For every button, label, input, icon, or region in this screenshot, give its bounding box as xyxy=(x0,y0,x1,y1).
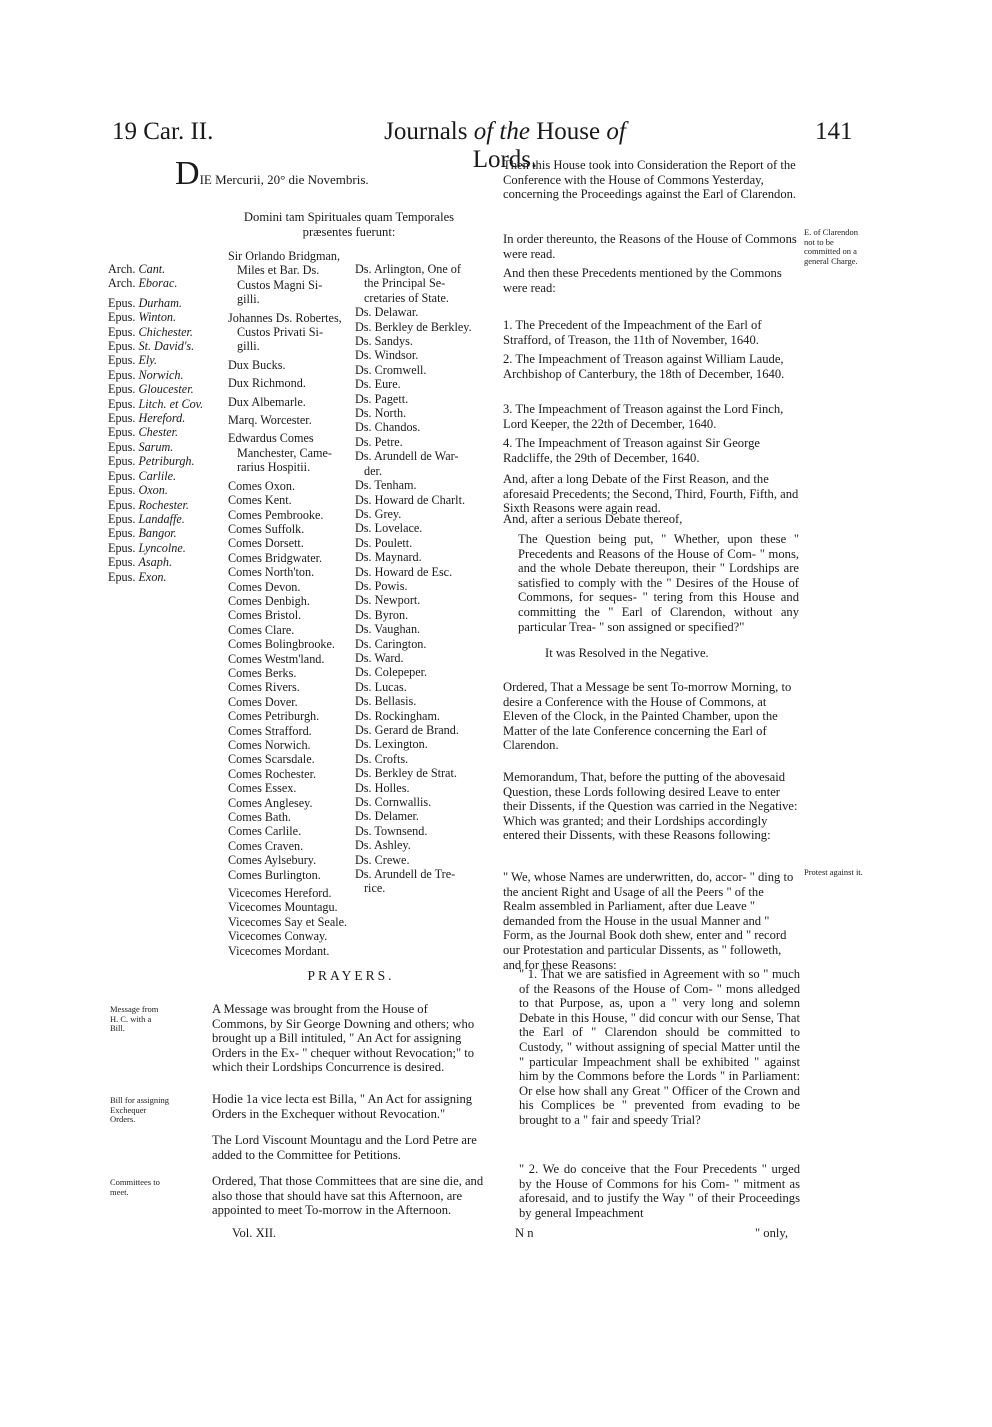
comes-entry: Comes Carlile. xyxy=(228,824,302,839)
committees-paragraph: Ordered, That those Committees that are sine die, and also those that should have sat this Afternoon, are appointed to meet To-morrow in the Afternoon. xyxy=(212,1174,484,1218)
comes-entry: Comes Dover. xyxy=(228,694,298,709)
margin-note-clarendon: E. of Clarendon not to be committed on a general Charge. xyxy=(804,227,859,266)
bishop-title: Epus. xyxy=(108,353,139,368)
bishop-entry xyxy=(108,498,203,512)
bishop-entry xyxy=(108,526,203,540)
bishop-see: Petriburgh. xyxy=(138,454,195,469)
bishop-entry xyxy=(108,425,203,439)
bishop-see: St. David's. xyxy=(138,339,195,354)
bishop-entry xyxy=(108,382,203,396)
bishop-see: Bangor. xyxy=(138,526,177,541)
baron-line: Ds. Ward. xyxy=(355,650,404,665)
baron-line: Ds. Howard de Esc. xyxy=(355,564,453,579)
comes-entry: Comes Rochester. xyxy=(228,766,317,781)
viscount-paragraph: The Lord Viscount Mountagu and the Lord Petre are added to the Committee for Petitions. xyxy=(212,1133,477,1162)
bishop-title: Epus. xyxy=(108,411,139,426)
comes-entry: Comes Berks. xyxy=(228,665,297,680)
protest-paragraph: " We, whose Names are underwritten, do, accor- " ding to the ancient Right and Usage of all the Peers " of the Realm assembled in Parliament, after due Leave " demanded from the House in the usual Manner and " Form, as the Journal Book doth shew, enter and " record our Protestation and particular Dissents, as " followeth, and for these Reasons: xyxy=(503,870,794,972)
baron-line: Ds. Arundell de Tre- xyxy=(355,867,456,882)
bishop-title: Epus. xyxy=(108,382,139,397)
baron-line: Ds. Rockingham. xyxy=(355,708,440,723)
bishop-see: Ely. xyxy=(138,353,158,368)
baron-line: Ds. Crewe. xyxy=(355,852,410,867)
bishop-entry xyxy=(108,440,203,454)
bishop-entry xyxy=(108,296,203,310)
bishop-title: Epus. xyxy=(108,425,139,440)
date-line xyxy=(175,155,369,192)
vicecomes-entry: Vicecomes Hereford. xyxy=(228,886,332,901)
bishop-title: Epus. xyxy=(108,454,139,469)
bishop-title: Epus. xyxy=(108,339,139,354)
officer-line: Dux Richmond. xyxy=(228,376,306,391)
officer-line: Johannes Ds. Robertes, xyxy=(228,310,342,325)
bishop-entry xyxy=(108,411,203,425)
baron-line: the Principal Se- xyxy=(364,276,446,291)
header-title-of-the: of the xyxy=(473,118,530,145)
baron-line: cretaries of State. xyxy=(364,290,449,305)
comes-entry: Comes Norwich. xyxy=(228,738,311,752)
officer-line: Miles et Bar. Ds. xyxy=(237,263,320,278)
precedent-3: 3. The Impeachment of Treason against the Lord Finch, Lord Keeper, the 22th of December, 1640. xyxy=(503,402,784,431)
bishop-entry xyxy=(108,555,203,569)
bishop-entry xyxy=(108,310,203,324)
baron-line: Ds. Bellasis. xyxy=(355,694,417,709)
officer-line: Dux Albemarle. xyxy=(228,394,306,409)
officer-line: Edwardus Comes xyxy=(228,431,314,446)
baron-line: Ds. Holles. xyxy=(355,780,410,795)
baron-line: Ds. Chandos. xyxy=(355,420,421,435)
officer-line: gilli. xyxy=(237,292,260,307)
bishop-title: Epus. xyxy=(108,497,139,512)
message-paragraph: A Message was brought from the House of Commons, by Sir George Downing and others; who brought up a Bill intituled, " An Act for assigning Orders in the Ex- " chequer without Revocation;" to which their Lordships Concurrence is desired. xyxy=(212,1002,475,1075)
margin-note-bill: Bill for assigning Exchequer Orders. xyxy=(110,1095,170,1124)
bishop-title: Epus. xyxy=(108,468,139,483)
bishop-entry xyxy=(108,276,203,290)
peers-middle-list xyxy=(228,249,347,958)
baron-line: Ds. Poulett. xyxy=(355,535,413,550)
bishop-see: Litch. et Cov. xyxy=(138,396,204,411)
baron-line: Ds. Colepeper. xyxy=(355,665,428,680)
bishop-see: Asaph. xyxy=(138,555,172,570)
header-title-of: of xyxy=(606,118,626,145)
baron-line: Ds. Pagett. xyxy=(355,391,409,406)
bishop-title: Arch. xyxy=(108,262,139,276)
bishop-title: Epus. xyxy=(108,540,139,555)
report-paragraph: Then this House took into Consideration the Report of the Conference with the House of Commons Yesterday, concerning the Proceedings against the Earl of Clarendon. xyxy=(503,158,797,202)
comes-entry: Comes Clare. xyxy=(228,622,295,637)
bishop-title: Epus. xyxy=(108,324,139,339)
bishop-title: Epus. xyxy=(108,555,139,570)
comes-entry: Comes Devon. xyxy=(228,579,301,594)
officer-line: Marq. Worcester. xyxy=(228,413,312,428)
vicecomes-entry: Vicecomes Mordant. xyxy=(228,943,330,958)
page-number: 141 xyxy=(815,118,853,145)
bishop-see: Carlile. xyxy=(138,468,177,483)
baron-line: Ds. Delawar. xyxy=(355,305,419,320)
baron-line: Ds. Byron. xyxy=(355,607,409,622)
barons-list xyxy=(355,262,472,896)
header-title-lords: Lords. xyxy=(472,146,538,173)
header-title-journals: Journals xyxy=(384,118,468,145)
date-rest: IE Mercurii, 20° die Novembris. xyxy=(199,172,369,187)
baron-line: Ds. Grey. xyxy=(355,506,402,521)
comes-entry: Comes Bridgwater. xyxy=(228,550,323,565)
reason-2: " 2. We do conceive that the Four Precedents " urged by the House of Commons for his Com- " mitment as aforesaid, and to justify the Way " of their Proceedings by general Impeachment xyxy=(519,1162,800,1220)
comes-entry: Comes Rivers. xyxy=(228,680,300,695)
precedents-intro: And then these Precedents mentioned by the Commons were read: xyxy=(503,266,782,295)
bishop-see: Lyncolne. xyxy=(138,540,186,555)
baron-line: Ds. Eure. xyxy=(355,377,401,392)
margin-note-protest: Protest against it. xyxy=(804,867,863,877)
comes-entry: Comes North'ton. xyxy=(228,565,315,580)
comes-entry: Comes Strafford. xyxy=(228,723,312,738)
baron-line: Ds. Powis. xyxy=(355,578,408,593)
vicecomes-entry: Vicecomes Conway. xyxy=(228,929,328,944)
baron-line: der. xyxy=(364,463,382,478)
bishop-entry xyxy=(108,512,203,526)
bishop-title: Arch. xyxy=(108,276,139,291)
comes-entry: Comes Burlington. xyxy=(228,867,321,882)
header-title-house: House xyxy=(536,118,601,145)
bishop-entry xyxy=(108,541,203,555)
bishop-see: Sarum. xyxy=(138,439,174,454)
baron-line: Ds. Arlington, One of xyxy=(355,262,461,276)
baron-line: Ds. Arundell de War- xyxy=(355,449,459,464)
comes-entry: Comes Bath. xyxy=(228,810,291,825)
prayers-heading: PRAYERS. xyxy=(307,968,395,983)
question-paragraph: The Question being put, " Whether, upon these " Precedents and Reasons of the House of Com- " mons, and the whole Debate thereupon, their " Lordships are satisfied to comply with the " Desires of the House of Commons, for seques- " tering from this House and committing the " Earl of Clarendon, without any particular Trea- " son assigned or specified?" xyxy=(518,532,799,634)
bishop-see: Chester. xyxy=(138,425,179,440)
baron-line: Ds. Petre. xyxy=(355,434,403,449)
comes-entry: Comes Pembrooke. xyxy=(228,507,324,522)
bishop-see: Landaffe. xyxy=(138,511,185,526)
signature-mark: N n xyxy=(515,1226,534,1240)
bishops-list xyxy=(108,262,203,584)
bishop-entry xyxy=(108,325,203,339)
bishop-entry xyxy=(108,570,203,584)
vicecomes-entry: Vicecomes Mountagu. xyxy=(228,900,338,915)
bishop-entry xyxy=(108,353,203,367)
comes-entry: Comes Bolingbrooke. xyxy=(228,637,335,652)
bishop-title: Epus. xyxy=(108,396,139,411)
bishop-see: Norwich. xyxy=(138,367,184,382)
baron-line: Ds. Ashley. xyxy=(355,838,411,853)
baron-line: Ds. Cromwell. xyxy=(355,362,427,377)
baron-line: Ds. North. xyxy=(355,406,407,421)
bishop-title: Epus. xyxy=(108,526,139,541)
margin-note-committees: Committees to meet. xyxy=(110,1177,160,1197)
comes-entry: Comes Aylsebury. xyxy=(228,853,317,868)
serious-debate-paragraph: And, after a serious Debate thereof, xyxy=(503,512,683,526)
baron-line: Ds. Newport. xyxy=(355,593,421,608)
bishop-title: Epus. xyxy=(108,367,139,382)
header-regnal-year: 19 Car. II. xyxy=(112,118,214,145)
baron-line: Ds. Crofts. xyxy=(355,751,409,766)
bishop-title: Epus. xyxy=(108,511,139,526)
comes-entry: Comes Craven. xyxy=(228,838,304,853)
officer-line: Sir Orlando Bridgman, xyxy=(228,249,341,263)
reason-1: " 1. That we are satisfied in Agreement with so " much of the Reasons of the House of Com- " mons alledged to that Purpose, as, upon a " very long and solemn Debate in this House, " did concur with our Sense, That the Earl of " Clarendon should be committed to Custody, " without assigning of special Matter until the " particular Impeachment shall be exhibited " against him by the Commons before the Lords " in Parliament: Or else how shall any Great " Officer of the Crown and his Complices be " prevented from evading to be brought to a " fair and speedy Trial? xyxy=(519,967,800,1127)
bishop-entry xyxy=(108,368,203,382)
comes-entry: Comes Suffolk. xyxy=(228,521,305,536)
bishop-entry xyxy=(108,397,203,411)
baron-line: Ds. Berkley de Strat. xyxy=(355,766,457,781)
bishop-entry xyxy=(108,469,203,483)
bishop-entry xyxy=(108,454,203,468)
bishop-title: Epus. xyxy=(108,295,139,310)
reasons-read-paragraph: In order thereunto, the Reasons of the House of Commons were read. xyxy=(503,232,797,261)
baron-line: Ds. Vaughan. xyxy=(355,622,421,637)
precedent-2: 2. The Impeachment of Treason against William Laude, Archbishop of Canterbury, the 18th of December, 1640. xyxy=(503,352,785,381)
ordered-paragraph: Ordered, That a Message be sent To-morrow Morning, to desire a Conference with the House of Commons, at Eleven of the Clock, in the Painted Chamber, upon the Matter of the late Conference concerning the Earl of Clarendon. xyxy=(503,680,792,753)
comes-entry: Comes Denbigh. xyxy=(228,593,310,608)
baron-line: Ds. Gerard de Brand. xyxy=(355,723,459,737)
baron-line: Ds. Howard de Charlt. xyxy=(355,492,466,507)
bishop-see: Gloucester. xyxy=(138,382,194,397)
vicecomes-entry: Vicecomes Say et Seale. xyxy=(228,914,348,929)
precedent-4: 4. The Impeachment of Treason against Sir George Radcliffe, the 29th of December, 1640. xyxy=(503,436,760,465)
bishop-title: Epus. xyxy=(108,483,139,498)
baron-line: Ds. Lucas. xyxy=(355,679,407,694)
bishop-title: Epus. xyxy=(108,439,139,454)
officer-line: Manchester, Came- xyxy=(237,445,332,460)
volume-footer: Vol. XII. xyxy=(232,1226,277,1240)
baron-line: Ds. Maynard. xyxy=(355,550,422,565)
bishop-entry xyxy=(108,262,203,276)
margin-note-message: Message from H. C. with a Bill. xyxy=(110,1004,159,1033)
resolved-line: It was Resolved in the Negative. xyxy=(545,646,709,660)
comes-entry: Comes Oxon. xyxy=(228,478,296,493)
memorandum-paragraph: Memorandum, That, before the putting of the abovesaid Question, these Lords following desired Leave to enter their Dissents, if the Question was carried in the Negative: Which was granted; and their Lordships accordingly entered their Dissents, with these Reasons following: xyxy=(503,770,798,843)
baron-line: Ds. Townsend. xyxy=(355,823,428,838)
comes-entry: Comes Anglesey. xyxy=(228,795,313,810)
baron-line: Ds. Delamer. xyxy=(355,809,419,824)
baron-line: Ds. Cornwallis. xyxy=(355,795,432,810)
precedent-1: 1. The Precedent of the Impeachment of the Earl of Strafford, of Treason, the 11th of November, 1640. xyxy=(503,318,762,347)
attendance-heading: Domini tam Spirituales quam Temporales præsentes fuerunt: xyxy=(243,210,455,239)
bishop-see: Cant. xyxy=(138,262,166,276)
comes-entry: Comes Petriburgh. xyxy=(228,709,320,724)
baron-line: Ds. Lovelace. xyxy=(355,521,423,536)
bishop-see: Oxon. xyxy=(138,483,168,498)
debate-paragraph: And, after a long Debate of the First Reason, and the aforesaid Precedents; the Second, Third, Fourth, Fifth, and Sixth Reasons were again read. xyxy=(503,472,799,516)
bill-paragraph: Hodie 1a vice lecta est Billa, " An Act for assigning Orders in the Exchequer without Revocation." xyxy=(212,1092,473,1121)
bishop-title: Epus. xyxy=(108,310,139,325)
bishop-title: Epus. xyxy=(108,569,139,584)
bishop-see: Winton. xyxy=(138,310,177,325)
bishop-entry xyxy=(108,339,203,353)
bishop-entry xyxy=(108,483,203,497)
baron-line: Ds. Sandys. xyxy=(355,334,413,349)
comes-entry: Comes Kent. xyxy=(228,493,292,508)
baron-line: rice. xyxy=(364,881,386,896)
comes-entry: Comes Dorsett. xyxy=(228,536,304,551)
officer-line: Custos Magni Si- xyxy=(237,277,323,292)
officer-line: gilli. xyxy=(237,339,260,354)
baron-line: Ds. Tenham. xyxy=(355,478,417,493)
bishop-see: Chichester. xyxy=(138,324,193,339)
baron-line: Ds. Berkley de Berkley. xyxy=(355,319,472,334)
baron-line: Ds. Carington. xyxy=(355,636,427,651)
baron-line: Ds. Windsor. xyxy=(355,348,419,363)
comes-entry: Comes Westm'land. xyxy=(228,651,325,666)
officer-line: Dux Bucks. xyxy=(228,357,286,372)
comes-entry: Comes Bristol. xyxy=(228,608,302,623)
bishop-see: Durham. xyxy=(138,295,182,310)
bishop-see: Exon. xyxy=(138,569,167,584)
comes-entry: Comes Scarsdale. xyxy=(228,752,315,767)
date-initial: D xyxy=(175,155,200,192)
bishop-see: Eborac. xyxy=(138,276,178,291)
officer-line: Custos Privati Si- xyxy=(237,325,324,340)
bishop-see: Rochester. xyxy=(138,497,189,512)
comes-entry: Comes Essex. xyxy=(228,781,297,796)
bishop-see: Hereford. xyxy=(138,411,186,426)
catchword: " only, xyxy=(755,1226,789,1240)
baron-line: Ds. Lexington. xyxy=(355,737,428,752)
officer-line: rarius Hospitii. xyxy=(237,460,311,475)
